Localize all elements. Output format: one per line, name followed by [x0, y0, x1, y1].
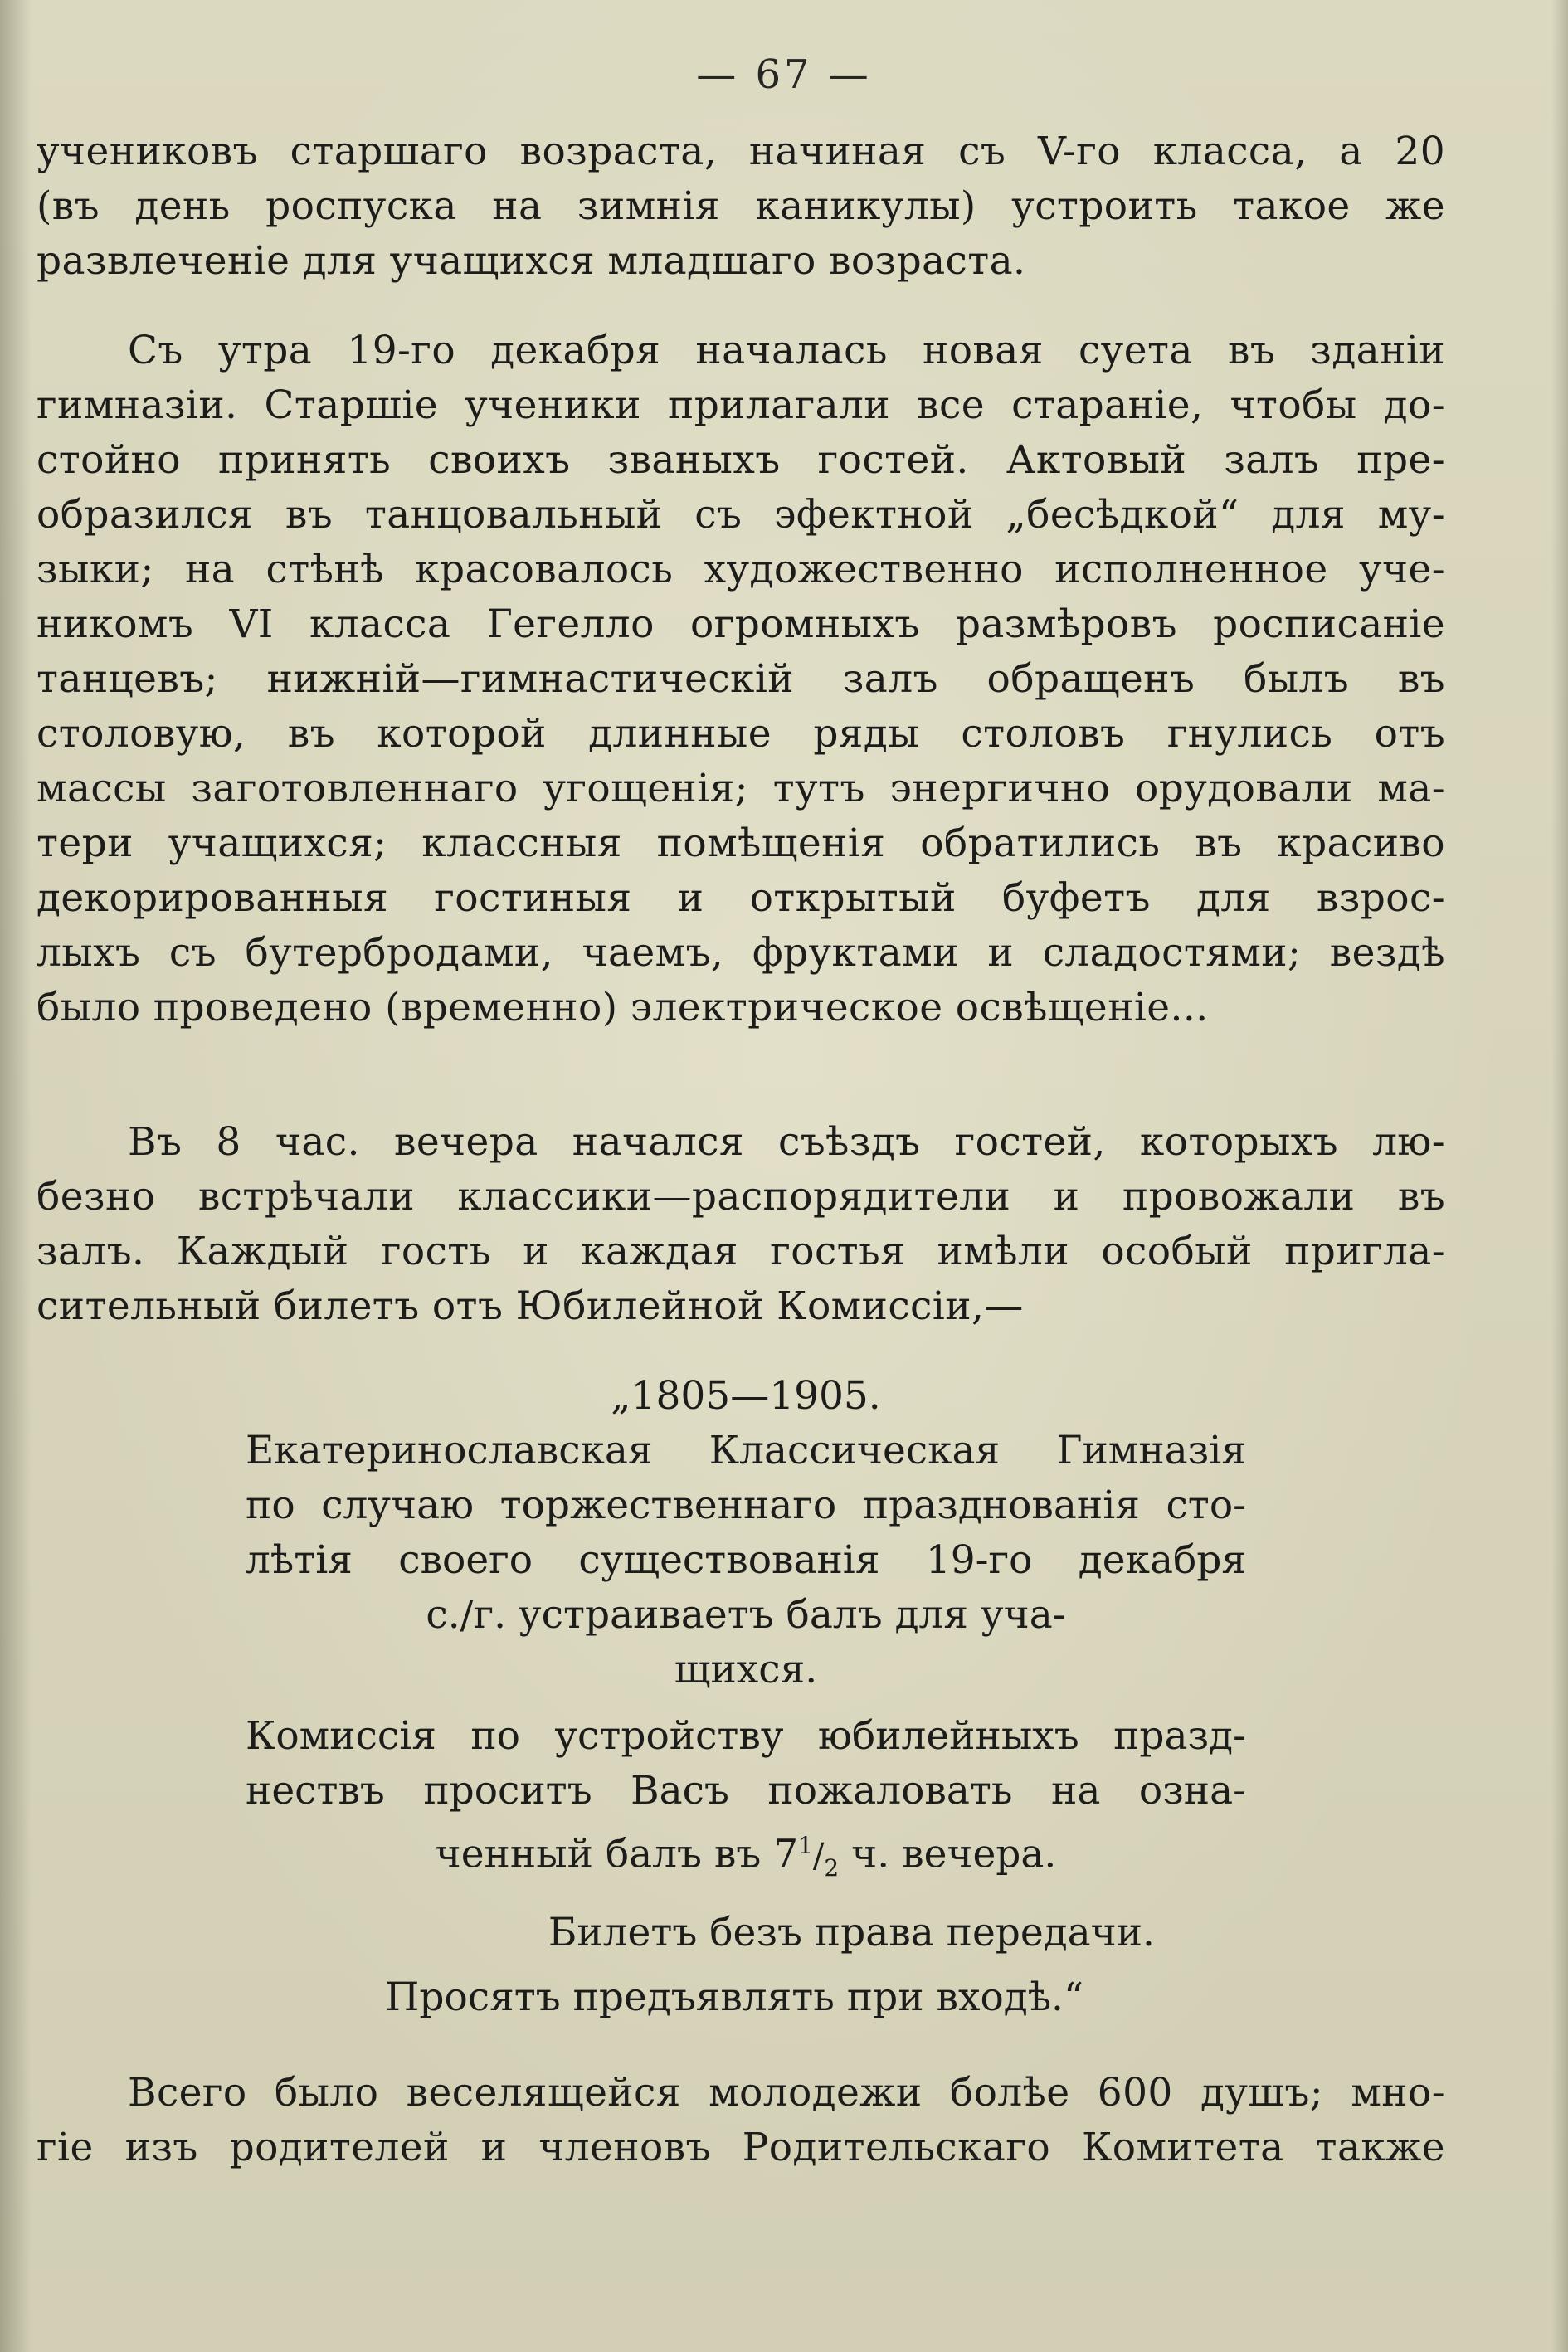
text-line: учениковъ старшаго возраста, начиная съ V-го класса, а 20 [37, 129, 1445, 174]
ticket-text: лѣтія своего существованія 19-го декабря [246, 1537, 1246, 1583]
text-line: Съ утра 19-го декабря началась новая суета въ зданіи [128, 328, 1445, 373]
text-line: тери учащихся; классныя помѣщенія обратились въ красиво [37, 821, 1445, 866]
text-line: массы заготовленнаго угощенія; тутъ энергично орудовали ма- [37, 766, 1445, 811]
text-line: гимназіи. Старшіе ученики прилагали все стараніе, чтобы до- [37, 382, 1445, 428]
ticket-years: „1805—1905. [611, 1373, 881, 1419]
ticket-line: с./г. устраиваетъ балъ для уча- [426, 1592, 1066, 1638]
text-line: никомъ VI класса Гегелло огромныхъ размѣровъ росписаніе [37, 601, 1445, 647]
text-line: было проведено (временно) электрическое освѣщеніе... [37, 985, 1209, 1030]
text-line: столовую, въ которой длинные ряды столовъ гнулись отъ [37, 711, 1445, 757]
text-line: (въ день роспуска на зимнія каникулы) устроить такое же [37, 183, 1445, 229]
text-line: стойно принять своихъ званыхъ гостей. Актовый залъ пре- [37, 437, 1445, 483]
text-line: гіе изъ родителей и членовъ Родительскаго Комитета также [37, 2125, 1445, 2170]
ticket-line [246, 1424, 1246, 1478]
text-line: безно встрѣчали классики—распорядители и провожали въ [37, 1174, 1445, 1220]
ticket-text: по случаю торжественнаго празднованія сто- [246, 1483, 1246, 1528]
page-edge-shadow [1551, 0, 1568, 2352]
text-line: Въ 8 час. вечера начался съѣздъ гостей, которыхъ лю- [128, 1119, 1445, 1165]
ticket-text: нествъ проситъ Васъ пожаловать на озна- [246, 1768, 1246, 1814]
invitation-ticket [246, 1369, 1246, 2025]
ticket-text: ч. вечера. [839, 1831, 1057, 1877]
text-line: развлеченіе для учащихся младшаго возраста. [37, 238, 1026, 284]
ticket-text: ченный балъ въ 7 [435, 1831, 799, 1877]
paragraph-4 [37, 2066, 1445, 2175]
ticket-line [246, 1533, 1246, 1588]
ticket-note-1: Билетъ безъ права передачи. [548, 1910, 1155, 1956]
ticket-line: щихся. [674, 1647, 818, 1692]
text-line: сительный билетъ отъ Юбилейной Комиссіи,— [37, 1283, 1024, 1329]
text-line: лыхъ съ бутербродами, чаемъ, фруктами и сладостями; вездѣ [37, 930, 1445, 976]
fraction-numerator: 1 [798, 1832, 813, 1859]
text-line: образился въ танцовальный съ эфектной „бесѣдкой“ для му- [37, 492, 1445, 538]
text-line: декорированныя гостиныя и открытый буфетъ для взрос- [37, 875, 1445, 921]
fraction-denominator: 2 [824, 1854, 840, 1882]
text-line: залъ. Каждый гость и каждая гостья имѣли особый пригла- [37, 1229, 1445, 1274]
text-line: зыки; на стѣнѣ красовалось художественно исполненное уче- [37, 547, 1445, 592]
text-line: танцевъ; нижній—гимнастическій залъ обращенъ былъ въ [37, 656, 1445, 702]
ticket-text: Екатеринославская Классическая Гимназія [246, 1428, 1246, 1473]
ticket-line: ченный балъ въ $7^1/_2$ ч. вечера. [435, 1831, 1057, 1882]
page-gutter-shadow [0, 0, 32, 2352]
ticket-line [246, 1709, 1246, 1764]
paragraph-1 [37, 124, 1445, 289]
ticket-line [246, 1764, 1246, 1819]
ticket-note-2: Просятъ предъявлять при входѣ.“ [385, 1975, 1083, 2021]
ticket-text: Комиссія по устройству юбилейныхъ празд- [246, 1713, 1246, 1759]
paragraph-2 [37, 324, 1445, 1035]
paragraph-3 [37, 1115, 1445, 1334]
text-line: Всего было веселящейся молодежи болѣе 600 душъ; мно- [128, 2070, 1445, 2116]
page-number: — 67 — [696, 51, 872, 98]
ticket-line [246, 1478, 1246, 1533]
